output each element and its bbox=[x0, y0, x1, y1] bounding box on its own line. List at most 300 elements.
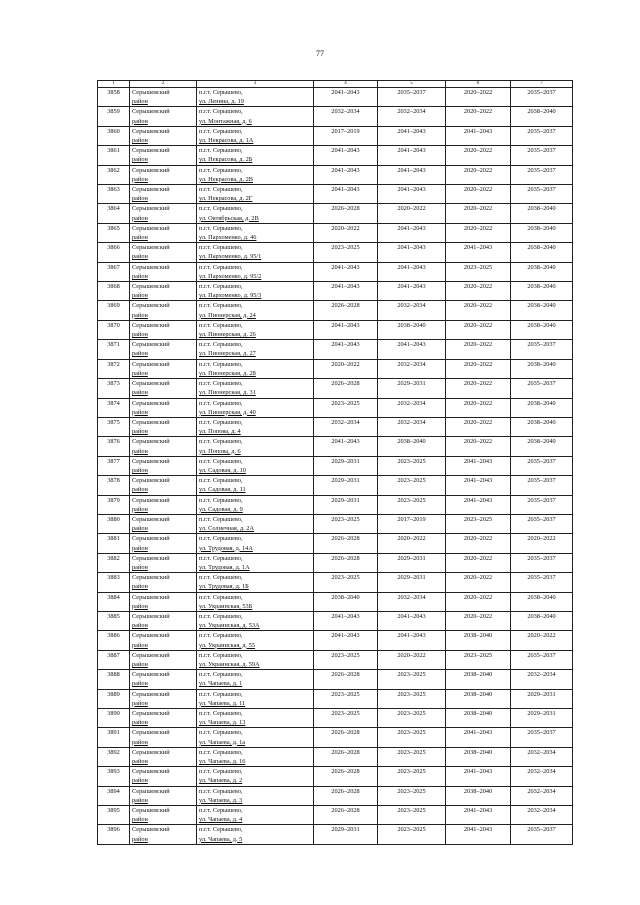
district-line: район bbox=[132, 175, 148, 183]
district-cell bbox=[130, 185, 197, 204]
row-number: 3892 bbox=[98, 747, 130, 766]
period-cell: 2023–2025 bbox=[314, 573, 378, 592]
period-cell: 2038–2040 bbox=[446, 631, 511, 650]
address-line: п.г.т. Серышево, bbox=[199, 302, 243, 310]
period-cell: 2029–2031 bbox=[378, 573, 446, 592]
row-number: 3867 bbox=[98, 262, 130, 281]
row-number: 3896 bbox=[98, 825, 130, 844]
period-cell: 2032–2034 bbox=[378, 592, 446, 611]
district-line: Серышевский bbox=[132, 457, 170, 465]
district-line: район bbox=[132, 253, 148, 261]
period-cell: 2035–2037 bbox=[511, 146, 573, 165]
period-cell: 2041–2043 bbox=[314, 146, 378, 165]
address-cell bbox=[197, 398, 314, 417]
period-cell: 2023–2025 bbox=[378, 670, 446, 689]
district-line: район bbox=[132, 680, 148, 688]
address-line: п.г.т. Серышево, bbox=[199, 807, 243, 815]
district-line: район bbox=[132, 311, 148, 319]
period-cell: 2038–2040 bbox=[511, 282, 573, 301]
district-cell bbox=[130, 320, 197, 339]
column-number: 4 bbox=[314, 81, 378, 88]
district-line: Серышевский bbox=[132, 321, 170, 329]
period-cell: 2029–2031 bbox=[378, 553, 446, 572]
period-cell: 2032–2034 bbox=[378, 417, 446, 436]
address-line: п.г.т. Серышево, bbox=[199, 283, 243, 291]
district-line: Серышевский bbox=[132, 612, 170, 620]
district-line: Серышевский bbox=[132, 748, 170, 756]
period-cell: 2041–2043 bbox=[378, 146, 446, 165]
period-cell: 2038–2040 bbox=[511, 611, 573, 630]
row-number: 3859 bbox=[98, 107, 130, 126]
period-cell: 2038–2040 bbox=[446, 670, 511, 689]
table-row bbox=[98, 185, 573, 204]
period-cell: 2020–2022 bbox=[511, 534, 573, 553]
period-cell: 2032–2034 bbox=[378, 107, 446, 126]
address-cell bbox=[197, 592, 314, 611]
period-cell: 2035–2037 bbox=[511, 126, 573, 145]
row-number: 3876 bbox=[98, 437, 130, 456]
period-cell: 2029–2031 bbox=[378, 379, 446, 398]
row-number: 3874 bbox=[98, 398, 130, 417]
period-cell: 2038–2040 bbox=[511, 243, 573, 262]
address-line: ул. Ленина, д. 19 bbox=[199, 98, 244, 106]
district-cell bbox=[130, 204, 197, 223]
period-cell: 2041–2043 bbox=[314, 611, 378, 630]
period-cell: 2032–2034 bbox=[511, 806, 573, 825]
address-cell bbox=[197, 417, 314, 436]
row-number: 3894 bbox=[98, 786, 130, 805]
district-line: район bbox=[132, 292, 148, 300]
period-cell: 2023–2025 bbox=[378, 806, 446, 825]
district-line: Серышевский bbox=[132, 515, 170, 523]
address-line: п.г.т. Серышево, bbox=[199, 768, 243, 776]
row-number: 3880 bbox=[98, 514, 130, 533]
address-cell bbox=[197, 689, 314, 708]
table-row bbox=[98, 592, 573, 611]
period-cell: 2020–2022 bbox=[446, 417, 511, 436]
period-cell: 2020–2022 bbox=[446, 107, 511, 126]
period-cell: 2020–2022 bbox=[446, 185, 511, 204]
period-cell: 2035–2037 bbox=[511, 650, 573, 669]
address-line: ул. Садовая, д. 9 bbox=[199, 505, 243, 513]
period-cell: 2020–2022 bbox=[378, 534, 446, 553]
table-row bbox=[98, 165, 573, 184]
district-line: Серышевский bbox=[132, 380, 170, 388]
district-line: Серышевский bbox=[132, 632, 170, 640]
address-cell bbox=[197, 282, 314, 301]
table-row bbox=[98, 553, 573, 572]
row-number: 3877 bbox=[98, 456, 130, 475]
address-line: п.г.т. Серышево, bbox=[199, 418, 243, 426]
row-number: 3873 bbox=[98, 379, 130, 398]
district-cell bbox=[130, 592, 197, 611]
period-cell: 2020–2022 bbox=[511, 631, 573, 650]
period-cell: 2035–2037 bbox=[378, 88, 446, 107]
address-line: ул. Попова, д. 6 bbox=[199, 447, 241, 455]
table-row bbox=[98, 146, 573, 165]
row-number: 3888 bbox=[98, 670, 130, 689]
address-cell bbox=[197, 514, 314, 533]
address-line: п.г.т. Серышево, bbox=[199, 632, 243, 640]
period-cell: 2029–2031 bbox=[314, 825, 378, 844]
column-number: 2 bbox=[130, 81, 197, 88]
period-cell: 2020–2022 bbox=[446, 359, 511, 378]
address-line: ул. Пионерская, д. 24 bbox=[199, 311, 256, 319]
address-line: п.г.т. Серышево, bbox=[199, 263, 243, 271]
address-line: п.г.т. Серышево, bbox=[199, 438, 243, 446]
district-line: район bbox=[132, 466, 148, 474]
period-cell: 2023–2025 bbox=[378, 747, 446, 766]
row-number: 3861 bbox=[98, 146, 130, 165]
row-number: 3889 bbox=[98, 689, 130, 708]
address-cell bbox=[197, 650, 314, 669]
district-line: Серышевский bbox=[132, 438, 170, 446]
address-line: п.г.т. Серышево, bbox=[199, 360, 243, 368]
address-line: п.г.т. Серышево, bbox=[199, 244, 243, 252]
period-cell: 2041–2043 bbox=[446, 767, 511, 786]
address-line: п.г.т. Серышево, bbox=[199, 690, 243, 698]
address-line: ул. Пионерская, д. 27 bbox=[199, 350, 256, 358]
row-number: 3878 bbox=[98, 476, 130, 495]
period-cell: 2038–2040 bbox=[511, 592, 573, 611]
period-cell: 2041–2043 bbox=[446, 806, 511, 825]
period-cell: 2041–2043 bbox=[314, 631, 378, 650]
address-line: п.г.т. Серышево, bbox=[199, 574, 243, 582]
district-line: район bbox=[132, 622, 148, 630]
address-line: п.г.т. Серышево, bbox=[199, 651, 243, 659]
period-cell: 2038–2040 bbox=[378, 437, 446, 456]
district-line: Серышевский bbox=[132, 768, 170, 776]
table-row bbox=[98, 359, 573, 378]
address-cell bbox=[197, 262, 314, 281]
district-line: район bbox=[132, 117, 148, 125]
district-line: район bbox=[132, 214, 148, 222]
district-cell bbox=[130, 689, 197, 708]
period-cell: 2035–2037 bbox=[511, 456, 573, 475]
period-cell: 2041–2043 bbox=[446, 243, 511, 262]
row-number: 3882 bbox=[98, 553, 130, 572]
address-line: ул. Некрасова, д. 1А bbox=[199, 137, 254, 145]
period-cell: 2038–2040 bbox=[511, 320, 573, 339]
district-line: Серышевский bbox=[132, 108, 170, 116]
district-line: район bbox=[132, 195, 148, 203]
period-cell: 2041–2043 bbox=[314, 262, 378, 281]
district-line: район bbox=[132, 428, 148, 436]
period-cell: 2020–2022 bbox=[446, 320, 511, 339]
period-cell: 2020–2022 bbox=[446, 340, 511, 359]
address-line: ул. Пионерская, д. 26 bbox=[199, 331, 256, 339]
period-cell: 2026–2028 bbox=[314, 534, 378, 553]
period-cell: 2041–2043 bbox=[446, 476, 511, 495]
district-line: район bbox=[132, 98, 148, 106]
period-cell: 2035–2037 bbox=[511, 88, 573, 107]
address-cell bbox=[197, 611, 314, 630]
address-line: п.г.т. Серышево, bbox=[199, 826, 243, 834]
address-line: ул. Солнечная, д. 2А bbox=[199, 525, 255, 533]
address-line: ул. Октябрьская, д. 2В bbox=[199, 214, 259, 222]
period-cell: 2032–2034 bbox=[378, 301, 446, 320]
district-line: Серышевский bbox=[132, 186, 170, 194]
table-row bbox=[98, 514, 573, 533]
period-cell: 2035–2037 bbox=[511, 340, 573, 359]
address-cell bbox=[197, 786, 314, 805]
address-line: п.г.т. Серышево, bbox=[199, 477, 243, 485]
period-cell: 2035–2037 bbox=[511, 476, 573, 495]
period-cell: 2029–2031 bbox=[314, 495, 378, 514]
period-cell: 2023–2025 bbox=[378, 825, 446, 844]
row-number: 3865 bbox=[98, 223, 130, 242]
period-cell: 2023–2025 bbox=[314, 514, 378, 533]
row-number: 3886 bbox=[98, 631, 130, 650]
district-line: район bbox=[132, 563, 148, 571]
address-line: п.г.т. Серышево, bbox=[199, 593, 243, 601]
district-line: Серышевский bbox=[132, 593, 170, 601]
address-line: ул. Садовая, д. 11 bbox=[199, 486, 246, 494]
registry-table bbox=[97, 80, 573, 845]
district-line: Серышевский bbox=[132, 710, 170, 717]
district-line: район bbox=[132, 583, 148, 591]
period-cell: 2035–2037 bbox=[511, 573, 573, 592]
address-cell bbox=[197, 437, 314, 456]
period-cell: 2026–2028 bbox=[314, 767, 378, 786]
address-cell bbox=[197, 553, 314, 572]
period-cell: 2032–2034 bbox=[511, 767, 573, 786]
district-cell bbox=[130, 165, 197, 184]
address-line: ул. Трудовая, д. 1А bbox=[199, 563, 250, 571]
period-cell: 2026–2028 bbox=[314, 553, 378, 572]
address-cell bbox=[197, 126, 314, 145]
period-cell: 2026–2028 bbox=[314, 301, 378, 320]
district-line: Серышевский bbox=[132, 651, 170, 659]
address-cell bbox=[197, 631, 314, 650]
period-cell: 2035–2037 bbox=[511, 728, 573, 747]
address-cell bbox=[197, 573, 314, 592]
address-line: п.г.т. Серышево, bbox=[199, 787, 243, 795]
row-number: 3890 bbox=[98, 709, 130, 728]
period-cell: 2038–2040 bbox=[511, 223, 573, 242]
address-cell bbox=[197, 825, 314, 844]
period-cell: 2026–2028 bbox=[314, 806, 378, 825]
district-line: Серышевский bbox=[132, 244, 170, 252]
row-number: 3866 bbox=[98, 243, 130, 262]
district-cell bbox=[130, 611, 197, 630]
period-cell: 2041–2043 bbox=[378, 631, 446, 650]
district-cell bbox=[130, 456, 197, 475]
district-cell bbox=[130, 631, 197, 650]
row-number: 3863 bbox=[98, 185, 130, 204]
row-number: 3879 bbox=[98, 495, 130, 514]
district-line: район bbox=[132, 156, 148, 164]
address-cell bbox=[197, 728, 314, 747]
address-cell bbox=[197, 340, 314, 359]
period-cell: 2041–2043 bbox=[378, 611, 446, 630]
table-row bbox=[98, 650, 573, 669]
address-line: ул. Пархоменко, д. 46 bbox=[199, 234, 257, 242]
period-cell: 2023–2025 bbox=[378, 689, 446, 708]
period-cell: 2023–2025 bbox=[378, 786, 446, 805]
table-row bbox=[98, 456, 573, 475]
address-line: ул. Некрасова, д. 2Б bbox=[199, 156, 253, 164]
table-row bbox=[98, 476, 573, 495]
district-cell bbox=[130, 379, 197, 398]
table-row bbox=[98, 417, 573, 436]
row-number: 3869 bbox=[98, 301, 130, 320]
table-row bbox=[98, 340, 573, 359]
district-line: район bbox=[132, 641, 148, 649]
address-line: ул. Украинская, 53Б bbox=[199, 602, 253, 610]
period-cell: 2026–2028 bbox=[314, 728, 378, 747]
address-line: п.г.т. Серышево, bbox=[199, 554, 243, 562]
address-line: ул. Некрасова, д. 2Г bbox=[199, 195, 253, 203]
address-cell bbox=[197, 185, 314, 204]
period-cell: 2035–2037 bbox=[511, 553, 573, 572]
address-cell bbox=[197, 747, 314, 766]
district-line: Серышевский bbox=[132, 496, 170, 504]
period-cell: 2023–2025 bbox=[314, 243, 378, 262]
address-line: ул. Украинская, д. 55 bbox=[199, 641, 256, 649]
address-line: ул. Трудовая, д. 14А bbox=[199, 544, 253, 552]
period-cell: 2029–2031 bbox=[314, 476, 378, 495]
district-line: район bbox=[132, 544, 148, 552]
period-cell: 2032–2034 bbox=[378, 359, 446, 378]
address-line: п.г.т. Серышево, bbox=[199, 89, 243, 96]
district-line: район bbox=[132, 719, 148, 727]
table-row bbox=[98, 825, 573, 844]
address-cell bbox=[197, 320, 314, 339]
period-cell: 2020–2022 bbox=[446, 204, 511, 223]
period-cell: 2032–2034 bbox=[378, 398, 446, 417]
period-cell: 2041–2043 bbox=[378, 340, 446, 359]
period-cell: 2029–2031 bbox=[511, 709, 573, 728]
address-line: ул. Монтажная, д. 6 bbox=[199, 117, 252, 125]
district-cell bbox=[130, 340, 197, 359]
district-line: Серышевский bbox=[132, 671, 170, 679]
address-cell bbox=[197, 495, 314, 514]
period-cell: 2041–2043 bbox=[314, 88, 378, 107]
district-cell bbox=[130, 747, 197, 766]
district-line: Серышевский bbox=[132, 224, 170, 232]
period-cell: 2020–2022 bbox=[446, 611, 511, 630]
address-line: ул. Садовая, д. 10 bbox=[199, 466, 246, 474]
district-cell bbox=[130, 786, 197, 805]
period-cell: 2020–2022 bbox=[314, 359, 378, 378]
district-line: район bbox=[132, 272, 148, 280]
address-line: п.г.т. Серышево, bbox=[199, 127, 243, 135]
address-cell bbox=[197, 301, 314, 320]
address-line: п.г.т. Серышево, bbox=[199, 205, 243, 213]
district-cell bbox=[130, 243, 197, 262]
district-line: Серышевский bbox=[132, 787, 170, 795]
address-line: ул. Пионерская, д. 40 bbox=[199, 408, 256, 416]
address-line: п.г.т. Серышево, bbox=[199, 321, 243, 329]
district-line: район bbox=[132, 331, 148, 339]
district-cell bbox=[130, 359, 197, 378]
district-line: район bbox=[132, 350, 148, 358]
district-line: Серышевский bbox=[132, 205, 170, 213]
district-line: район bbox=[132, 525, 148, 533]
address-line: ул. Чапаева, д. 4 bbox=[199, 816, 243, 824]
period-cell: 2020–2022 bbox=[446, 534, 511, 553]
address-line: ул. Трудовая, д. 1Б bbox=[199, 583, 249, 591]
district-cell bbox=[130, 437, 197, 456]
period-cell: 2038–2040 bbox=[378, 320, 446, 339]
period-cell: 2032–2034 bbox=[314, 107, 378, 126]
address-line: п.г.т. Серышево, bbox=[199, 612, 243, 620]
address-line: п.г.т. Серышево, bbox=[199, 535, 243, 543]
period-cell: 2023–2025 bbox=[314, 709, 378, 728]
period-cell: 2017–2019 bbox=[378, 514, 446, 533]
district-cell bbox=[130, 107, 197, 126]
table-row bbox=[98, 301, 573, 320]
row-number: 3893 bbox=[98, 767, 130, 786]
period-cell: 2035–2037 bbox=[511, 185, 573, 204]
period-cell: 2026–2028 bbox=[314, 670, 378, 689]
period-cell: 2041–2043 bbox=[314, 165, 378, 184]
period-cell: 2023–2025 bbox=[378, 728, 446, 747]
district-cell bbox=[130, 806, 197, 825]
period-cell: 2041–2043 bbox=[314, 185, 378, 204]
table-row bbox=[98, 379, 573, 398]
table-row bbox=[98, 709, 573, 728]
period-cell: 2023–2025 bbox=[446, 262, 511, 281]
period-cell: 2023–2025 bbox=[378, 495, 446, 514]
row-number: 3887 bbox=[98, 650, 130, 669]
address-line: ул. Чапаева, д. 5 bbox=[199, 835, 243, 843]
district-cell bbox=[130, 767, 197, 786]
address-line: п.г.т. Серышево, bbox=[199, 341, 243, 349]
address-line: ул. Украинская, д. 53А bbox=[199, 622, 260, 630]
address-cell bbox=[197, 767, 314, 786]
table-row bbox=[98, 631, 573, 650]
table-row bbox=[98, 437, 573, 456]
district-line: Серышевский bbox=[132, 283, 170, 291]
district-line: Серышевский bbox=[132, 807, 170, 815]
period-cell: 2041–2043 bbox=[314, 320, 378, 339]
period-cell: 2041–2043 bbox=[446, 728, 511, 747]
district-cell bbox=[130, 88, 197, 107]
period-cell: 2041–2043 bbox=[314, 340, 378, 359]
address-line: ул. Пархоменко, д. 95/2 bbox=[199, 272, 262, 280]
district-line: Серышевский bbox=[132, 166, 170, 174]
period-cell: 2041–2043 bbox=[446, 456, 511, 475]
district-line: район bbox=[132, 602, 148, 610]
table-row bbox=[98, 126, 573, 145]
period-cell: 2041–2043 bbox=[446, 495, 511, 514]
period-cell: 2041–2043 bbox=[314, 437, 378, 456]
period-cell: 2020–2022 bbox=[446, 165, 511, 184]
district-line: Серышевский bbox=[132, 127, 170, 135]
row-number: 3868 bbox=[98, 282, 130, 301]
table-row bbox=[98, 223, 573, 242]
address-cell bbox=[197, 146, 314, 165]
table-row bbox=[98, 611, 573, 630]
address-line: п.г.т. Серышево, bbox=[199, 399, 243, 407]
period-cell: 2020–2022 bbox=[314, 223, 378, 242]
period-cell: 2035–2037 bbox=[511, 165, 573, 184]
district-cell bbox=[130, 262, 197, 281]
district-line: Серышевский bbox=[132, 477, 170, 485]
address-cell bbox=[197, 709, 314, 728]
address-line: ул. Чапаева, д. 16 bbox=[199, 758, 246, 766]
row-number: 3875 bbox=[98, 417, 130, 436]
period-cell: 2035–2037 bbox=[511, 495, 573, 514]
district-line: Серышевский bbox=[132, 418, 170, 426]
district-cell bbox=[130, 650, 197, 669]
district-line: район bbox=[132, 234, 148, 242]
period-cell: 2020–2022 bbox=[446, 301, 511, 320]
district-line: район bbox=[132, 447, 148, 455]
period-cell: 2023–2025 bbox=[446, 514, 511, 533]
